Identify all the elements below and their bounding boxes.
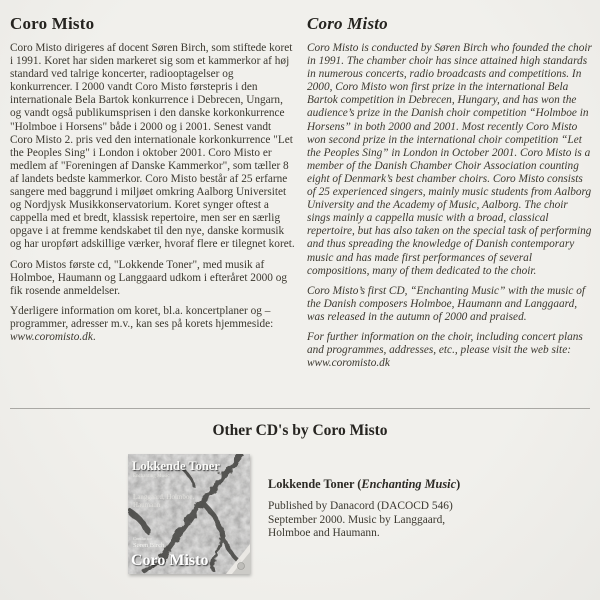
cover-conductor-label: Conductor	[133, 536, 152, 541]
horizontal-rule	[10, 408, 590, 409]
cd-info-block	[268, 477, 578, 541]
danish-heading: Coro Misto	[10, 14, 95, 33]
cd-title-main: Lokkende Toner (	[268, 477, 362, 491]
cover-composers-line2: Haumann	[133, 501, 161, 509]
cd-title-translation: Enchanting Music	[361, 477, 457, 491]
cd-cover	[128, 454, 250, 574]
danish-column	[10, 14, 295, 351]
english-paragraph-1: Coro Misto is conducted by Søren Birch who founded the choir in 1991. The chamber choir has since attained high standards in numerous concerts, radio broadcasts and competitions. In 2000, Coro Misto won first prize in the international Bela Bartok competition in Debrecen, Hungary, and has won the audience’s prize in the Danish choir competition “Holmboe in Horsens” in both 2000 and 2001. Most recently Coro Misto won second prize in the international choir competition “Let the Peoples Sing” in London in October 2001. Coro Misto is a member of the Danish Chamber Choir Association counting eight of Denmark’s best chamber choirs. Coro Misto consists of 25 experienced singers, mainly music students from Aalborg University and the Academy of Music, Aalborg. The choir sings mainly a cappella music with a broad, classical repertoire, but has also taken on the special task of performing and thus spreading the knowledge of Danish contemporary music and has made first performances of several compositions, many of them dedicated to the choir.	[307, 42, 592, 277]
english-paragraph-3: For further information on the choir, including concert plans and programmes, addresses, etc., please visit the web site: www.coromisto.dk	[307, 330, 583, 370]
cd-details	[268, 500, 578, 541]
label-emblem	[238, 563, 245, 570]
danish-info-text: Yderligere information om koret, bl.a. koncertplaner og –programmer, adresser m.v., kan ses på korets hjemmeside:	[10, 304, 274, 330]
danish-paragraph-2: Coro Mistos første cd, "Lokkende Toner", med musik af Holmboe, Haumann og Langgaard udkom i efteråret 2000 og fik rosende anmeldelser.	[10, 258, 288, 297]
cd-cover-art	[128, 454, 250, 574]
cover-choir-name: Coro Misto	[131, 552, 209, 569]
cover-title-text: Lokkende Toner	[132, 459, 220, 473]
cd-detail-line: Published by Danacord (DACOCD 546)	[268, 500, 453, 512]
website-url-danish: www.coromisto.dk	[10, 330, 93, 343]
cover-composers-line1: Langgaard, Holmboe,	[133, 493, 195, 501]
english-paragraph-2: Coro Misto’s first CD, “Enchanting Music” with the music of the Danish composers Holmboe, Haumann and Langgaard, was released in the autumn of 2000 and praised.	[307, 284, 586, 323]
cover-conductor-name: Søren Birch	[133, 542, 165, 549]
cd-detail-line: Holmboe and Haumann.	[268, 527, 380, 540]
danish-paragraph-1: Coro Misto dirigeres af docent Søren Birch, som stiftede koret i 1991. Koret har siden markeret sig som et kammerkor af høj standard ved talrige koncerter, radiooptagelser og konkurrencer. I 2000 vandt Coro Misto førstepris i den internationale Bela Bartok konkurrence i Debrecen, Ungarn, og vandt også publikumsprisen i den danske korkonkurrence "Holmboe i Horsens" både i 2000 og i 2001. Senest vandt Coro Misto 2. pris ved den internationale korkonkurrence "Let the Peoples Sing" i London i oktober 2001. Coro Misto er medlem af "Foreningen af Danske Kammerkor", som tæller 8 af landets bedste kammerkor. Coro Misto består af 25 erfarne sangere med baggrund i miljøet omkring Aalborg Universitet og Nordjysk Musikkonservatorium. Koret synger oftest a cappella med et bredt, klassisk repertoire, men ser en særlig opgave i at fremme kendskabet til den nye, danske kormusik og har uropført adskillige værker, hvoraf flere er tilegnet koret.	[10, 42, 295, 251]
cd-title-close: )	[456, 477, 461, 491]
english-heading: Coro Misto	[307, 14, 388, 33]
danish-paragraph-3	[10, 305, 295, 344]
danish-info-period: .	[92, 330, 96, 343]
cd-detail-line: September 2000. Music by Langgaard,	[268, 513, 446, 526]
cover-subtitle-text: Enchanting Music	[133, 474, 170, 479]
english-column	[307, 14, 593, 377]
other-cds-heading: Other CD's by Coro Misto	[212, 422, 388, 439]
cd-title	[268, 477, 578, 492]
